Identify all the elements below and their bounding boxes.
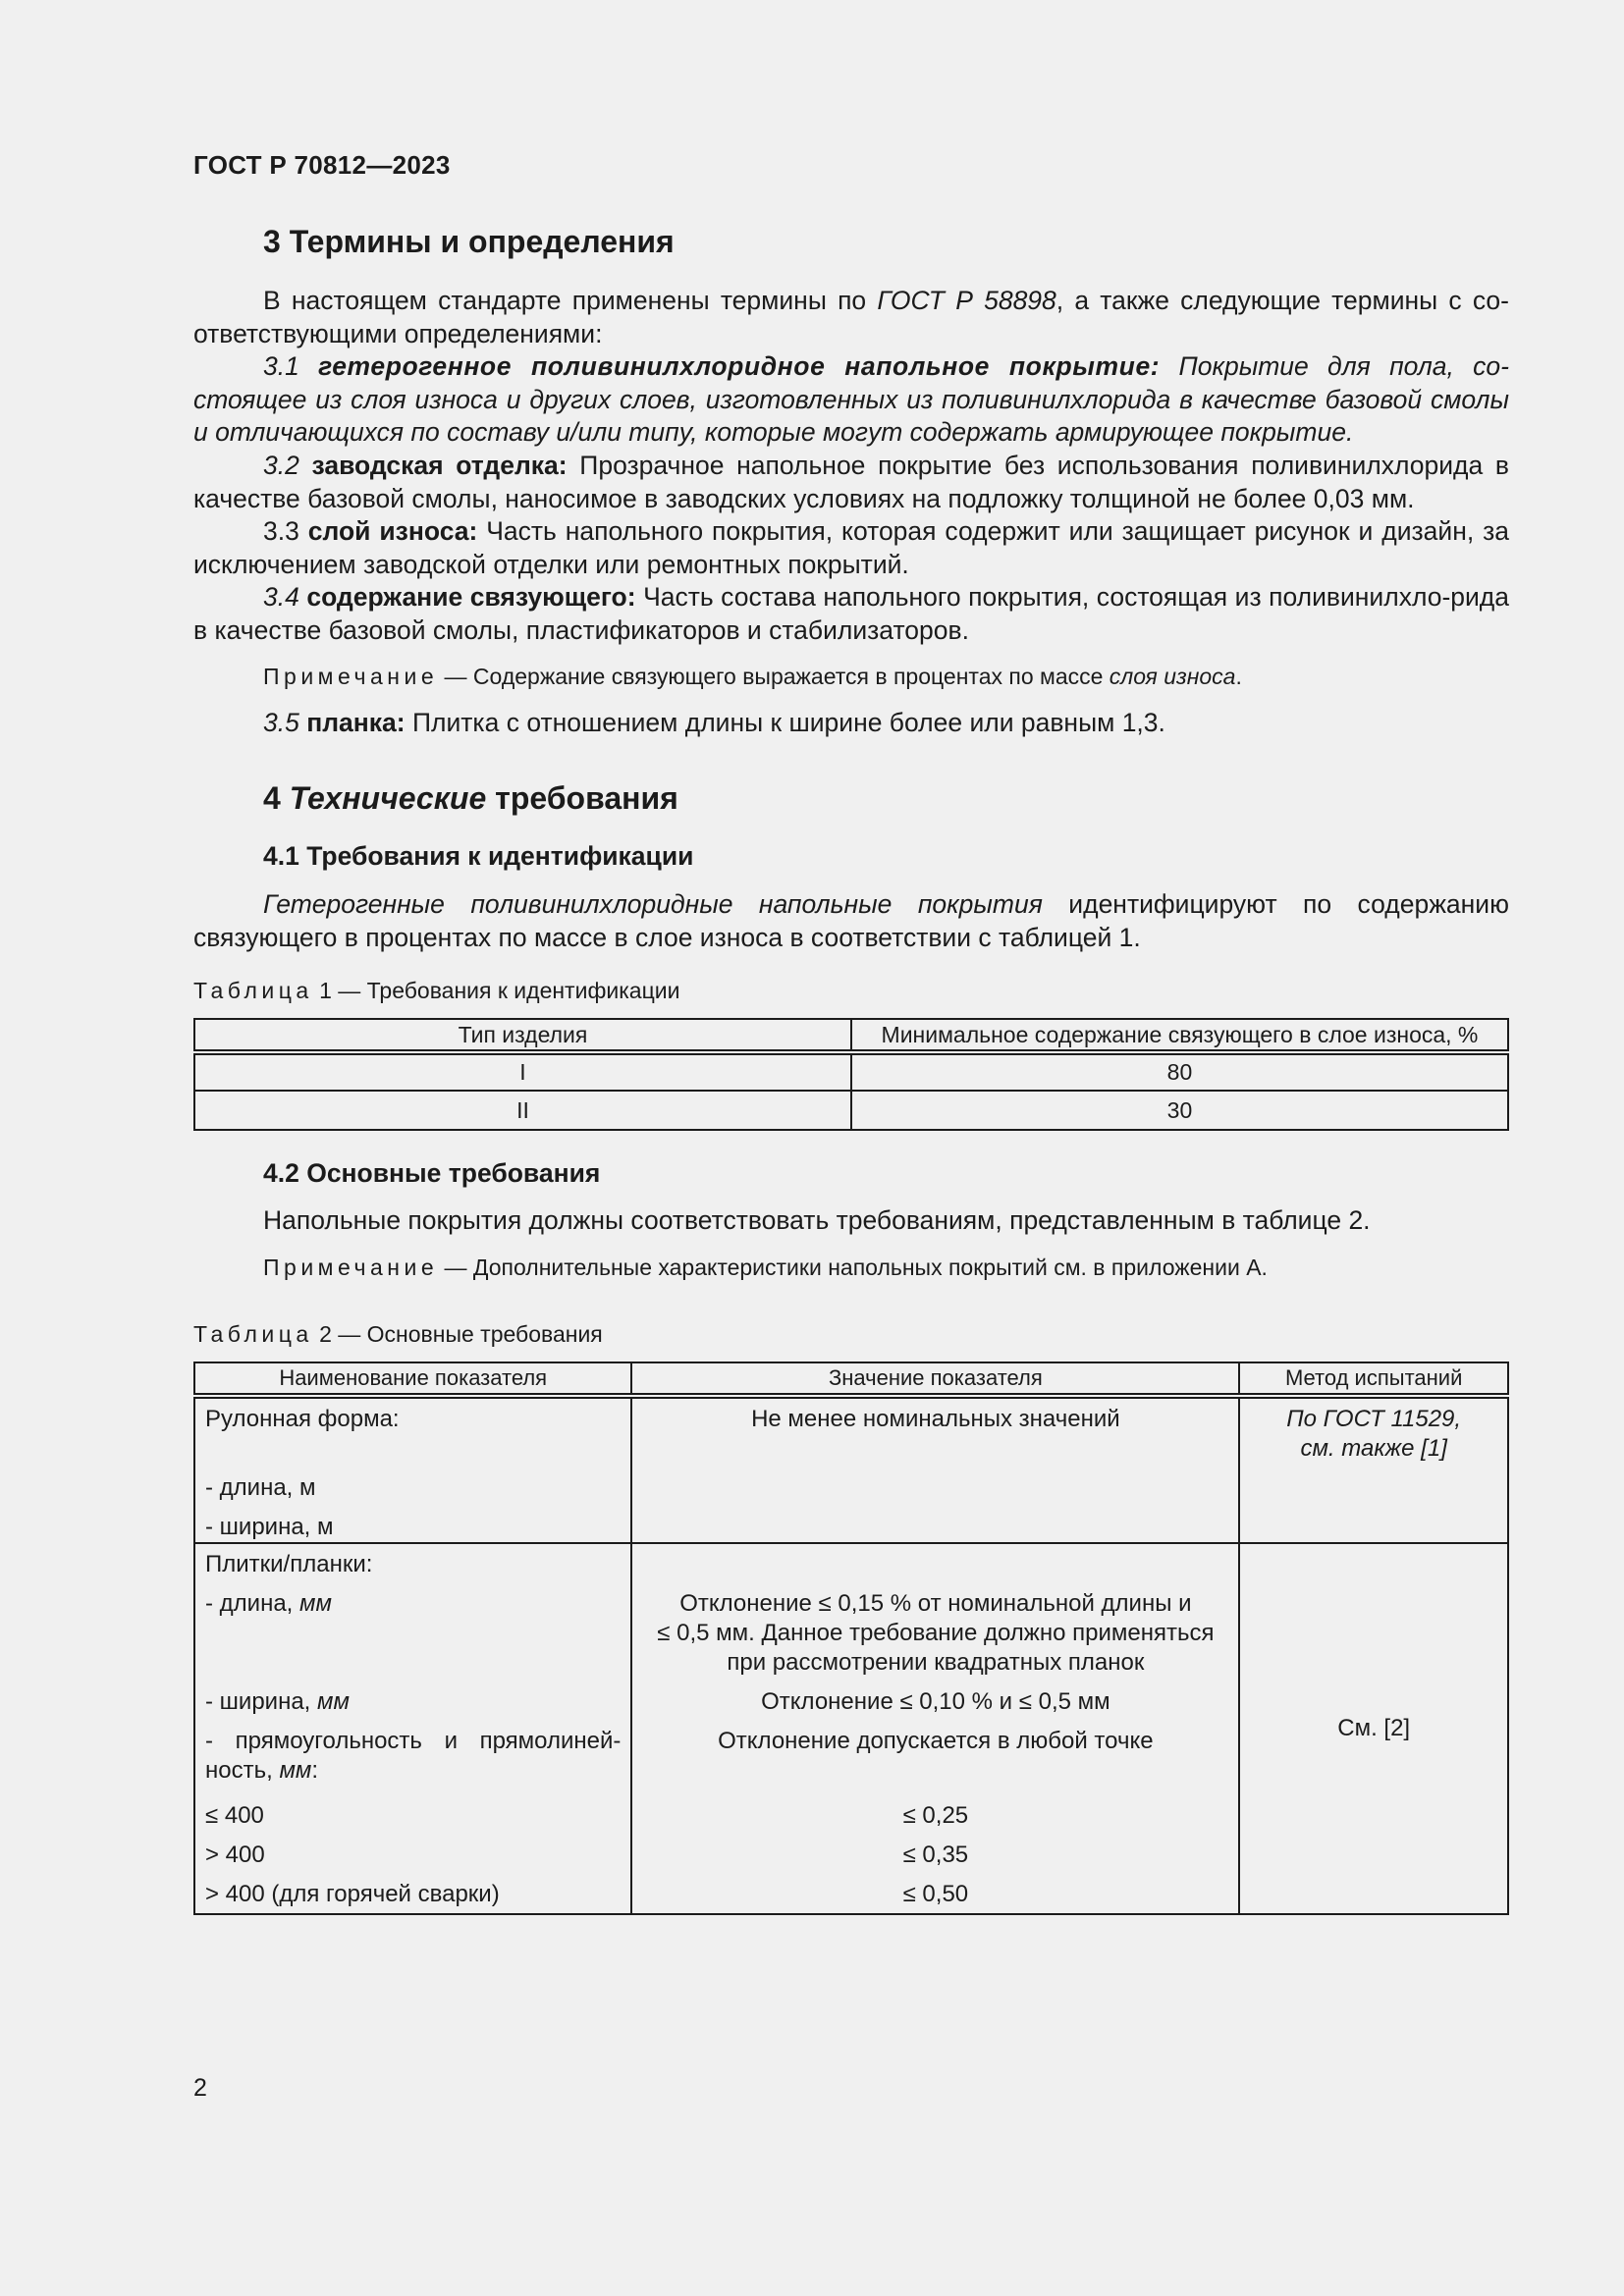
page-number: 2 — [193, 2074, 207, 2102]
section-4-2-text: Напольные покрытия должны соответствовать требованиям, представленным в таблице 2. — [263, 1205, 1371, 1235]
tiles-name: Плитки/планки: — [205, 1551, 373, 1577]
section-3-intro: В настоящем стандарте применены термины по ГОСТ Р 58898, а также следующие термины с со-ответствующими определениями: — [193, 286, 1509, 348]
term-3-5: 3.5 планка: Плитка с отношением длины к ширине более или равным 1,3. — [263, 708, 1165, 737]
tiles-value-cell — [631, 1543, 1239, 1914]
table-2-caption: Таблица 2 — Основные требования — [193, 1321, 603, 1347]
table-1-cell: II — [194, 1091, 851, 1130]
table-1 — [193, 1018, 1509, 1131]
table-1-header-type: Тип изделия — [194, 1019, 851, 1052]
table-2-header-name: Наименование показателя — [194, 1362, 631, 1396]
table-2-header-method: Метод испытаний — [1239, 1362, 1508, 1396]
tiles-name-cell — [194, 1543, 631, 1914]
section-4-1-title: 4.1 Требования к идентификации — [263, 841, 694, 871]
tiles-length-val-1: Отклонение ≤ 0,15 % от номинальной длины и — [679, 1590, 1192, 1617]
section-3-title: 3 Термины и определения — [263, 224, 675, 259]
term-3-2: 3.2 заводская отделка: Прозрачное напольное покрытие без использования поливинилхлорида в качестве базовой смолы, наносимое в заводских условиях на подложку толщиной не более 0,03 мм. — [193, 451, 1510, 513]
table-row — [194, 1091, 1508, 1130]
table-2 — [193, 1362, 1509, 1915]
tiles-length-val-3: при рассмотрении квадратных планок — [727, 1649, 1145, 1676]
tiles-rect-cont: ность, мм: — [205, 1757, 319, 1784]
roll-name: Рулонная форма: — [205, 1406, 400, 1432]
tiles-width-val: Отклонение ≤ 0,10 % и ≤ 0,5 мм — [761, 1688, 1110, 1715]
tiles-r2: > 400 — [205, 1842, 265, 1868]
tiles-r1: ≤ 400 — [205, 1802, 264, 1829]
table-row — [194, 1052, 1508, 1091]
tiles-length: - длина, мм — [205, 1590, 332, 1617]
roll-method: По ГОСТ 11529, см. также [1] — [1239, 1396, 1508, 1543]
term-3-4: 3.4 содержание связующего: Часть состава напольного покрытия, состоящая из поливинилхло-рида в качестве базовой смолы, пластификаторов и стабилизаторов. — [193, 582, 1510, 645]
table-1-cell: 30 — [851, 1091, 1508, 1130]
roll-value: Не менее номинальных значений — [631, 1396, 1239, 1543]
section-4-2-title: 4.2 Основные требования — [263, 1158, 601, 1188]
section-3-note: Примечание — Содержание связующего выражается в процентах по массе слоя износа. — [263, 664, 1242, 689]
table-2-header-value: Значение показателя — [631, 1362, 1239, 1396]
tiles-r1-val: ≤ 0,25 — [902, 1802, 969, 1829]
tiles-rect: - прямоугольность и прямолиней- — [205, 1728, 622, 1754]
tiles-length-val-2: ≤ 0,5 мм. Данное требование должно применяться — [657, 1620, 1215, 1646]
table-row-tiles — [194, 1543, 1508, 1914]
table-row-roll — [194, 1396, 1508, 1543]
section-4-title: 4 Технические требования — [263, 780, 678, 816]
tiles-method: См. [2] — [1239, 1543, 1508, 1914]
tiles-r3: > 400 (для горячей сварки) — [205, 1881, 500, 1907]
table-1-cell: 80 — [851, 1052, 1508, 1091]
document-header: ГОСТ Р 70812—2023 — [193, 150, 451, 180]
term-3-1: 3.1 гетерогенное поливинилхлоридное напольное покрытие: Покрытие для пола, со-стоящее из слоя износа и других слоев, изготовленных из поливинилхлорида в качестве базовой смолы и отличающихся по составу и/или типу, которые могут содержать армирующее покрытие. — [193, 351, 1509, 447]
section-4-1-text: Гетерогенные поливинилхлоридные напольные покрытия идентифицируют по содержанию связующего в процентах по массе в слое износа в соответствии с таблицей 1. — [193, 889, 1509, 952]
tiles-width: - ширина, мм — [205, 1688, 350, 1715]
table-1-cell: I — [194, 1052, 851, 1091]
roll-width: - ширина, м — [205, 1514, 334, 1540]
tiles-r2-val: ≤ 0,35 — [902, 1842, 969, 1868]
section-4-2-note: Примечание — Дополнительные характеристики напольных покрытий см. в приложении А. — [263, 1255, 1268, 1280]
table-1-caption: Таблица 1 — Требования к идентификации — [193, 978, 680, 1003]
term-3-3: 3.3 слой износа: Часть напольного покрытия, которая содержит или защищает рисунок и дизайн, за исключением заводской отделки или ремонтных покрытий. — [193, 516, 1510, 579]
tiles-r3-val: ≤ 0,50 — [902, 1881, 969, 1907]
tiles-rect-val: Отклонение допускается в любой точке — [718, 1728, 1154, 1754]
roll-name-cell — [194, 1396, 631, 1543]
roll-length: - длина, м — [205, 1474, 316, 1501]
table-1-header-content: Минимальное содержание связующего в слое износа, % — [851, 1019, 1508, 1052]
